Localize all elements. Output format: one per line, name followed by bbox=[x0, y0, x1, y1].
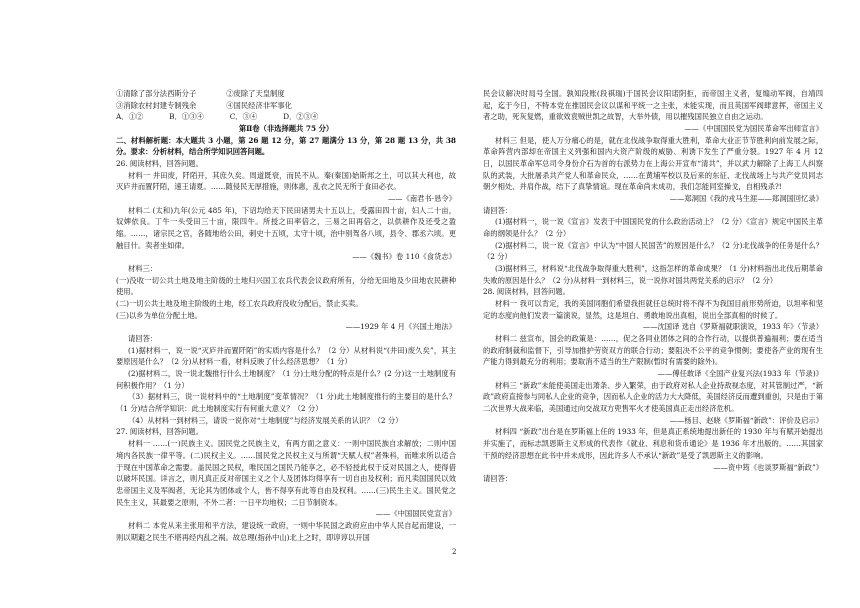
q28-material-2: 材料二 兹宣布，国会的政策是：……，促之各同业团体之间的合作行动，以提供普遍福利；要在适当的政府制裁和监督下，引导加推护劳资双方的联合行动；要阻决不公平的竞争惯例；要使各产业的现有生产能力得到最充分的利用；要取消不适当的生产限制(暂时有需要的除外)。 bbox=[483, 334, 823, 367]
q27-material-2: 材料二 本党从来主张用和平方法，建设统一政府，一则中华民国之政府应由中华人民自起而建设，一则以期避之民生不堪再经内乱之祸。故总理(指孙中山)北上之时，即谆谆以开国 bbox=[116, 520, 456, 542]
question-26-3: （3）据材料三，说一说材料中的“土地制度”变革情况？（1 分)此土地制度推行的主要目的是什么？（1 分)结合所学知识：此土地制度实行有何重大意义？（2 分） bbox=[116, 392, 456, 414]
q28-material-3: 材料三 “新政”未能使美国走出萧条、步入繁荣，由于政府对私人企业持敌视态度，对其管制过严，“新政”政府直接参与同私人企业的竞争，因而私人企业的活力大大降低，美国经济反而遭到重创，只是由于第二次世界大战来临，美国通过向交战双方兜售军火才使美国真正走出经济危机。 bbox=[483, 380, 823, 414]
q27-material-1: 材料一 ……(一)民族主义。国民党之民族主义，有两方面之意义：一则中国民族自求解放；二则中国境内各民族一律平等。(二)民权主义。……国民党之民权主义与所谓“天赋人权”者殊科，而唯求所以适合于现在中国革命之需要。盖民国之民权，唯民国之国民乃能享之，必不轻授此权于反对民国之人，使得借以破坏民国。详言之，则凡真正反对帝国主义之个人及团体均得享有一切自由及权利；而凡卖国国民以效忠帝国主义及军阀者，无论其为团体或个人，皆不得享有此等自由及权利。……(三)民生主义。国民党之民生主义，其最要之原则，不外二者：一日平均地权；二日节制资本。 bbox=[116, 439, 456, 507]
option-2: ②废除了天皇制度 bbox=[226, 89, 285, 98]
section-intro: 二、材料解析题：本大题共 3 小题，第 26 题 12 分，第 27 题满分 13 分，第 28 题 13 分，共 38 分。要求：分析材料，结合所学知识回答问题。 bbox=[116, 135, 456, 157]
question-27-heading: 27. 阅读材料，回答问题。 bbox=[116, 427, 203, 437]
question-27-2: (2)据材料二，说一说《宣言》中认为“中国人民国苦”的原因是什么？（2 分)北伐战争的任务是什么？（2 分） bbox=[483, 240, 823, 262]
choice-b: B．①③④ bbox=[169, 112, 204, 122]
options-row-1 bbox=[116, 88, 456, 100]
question-26-4: （4）从材料一到材料三，请说一说你对“土地制度”与经济发展关系的认识？（2 分） bbox=[128, 415, 403, 425]
q27-material-3-source: ——郑洞国《我的戎马生涯——郑洞国回忆录》 bbox=[669, 194, 823, 204]
material-3-line-1: (一)没收一切公共土地及地主阶级的土地归兴国工农兵代表会议政府所有，分给无田地及少田地农民耕种使用。 bbox=[116, 275, 456, 297]
q28-material-4-source: ——资中筠《也谈罗斯福“新政”》 bbox=[713, 462, 823, 472]
choice-c: C．③④ bbox=[229, 112, 258, 122]
option-1: ①清除了部分法西斯分子 bbox=[116, 89, 197, 98]
question-28-heading: 28. 阅读材料，回答问题。 bbox=[483, 287, 570, 297]
option-4: ④国民经济非军事化 bbox=[226, 100, 292, 110]
material-2-source: ——《魏书》卷 110《食货志》 bbox=[352, 252, 456, 262]
choice-a: A．①② bbox=[116, 112, 144, 122]
q28-material-3-source: ——杨目、赵晓《罗斯福“新政”：评价及启示》 bbox=[669, 415, 823, 425]
material-2: 材料二 (太和)九年(公元 485 年)，下诏均给天下民田诸男夫十五以上，受露田四十亩，妇人二十亩，奴婢依良。丁牛一头受田三十亩，限四牛。所授之田率倍之，三易之田再倍之，以供耕作及还受之盈缩。……，诸宗民之官，各随地给公田，刺史十五顷，太守十顷，治中别驾各八顷，县令、郡丞六顷。更触目什。卖者坐如律。 bbox=[116, 205, 456, 250]
section-title: 第Ⅱ卷（非选择题共 75 分） bbox=[238, 124, 334, 134]
q28-material-4: 材料四 “新政”出台是在罗斯福上任的 1933 年，但是真正系统地提出新任的 1930 年与有赋开始提出并实施了，而标志凯恩斯主义形成的代表作《就业、利息和货币通论》是 1936 年才出版的。……其国家干预的经济思想在此书中并未成形，因此许多人不承认“新政”是受了凯恩斯主义的影响。 bbox=[483, 427, 823, 460]
choice-d: D．②③④ bbox=[283, 112, 319, 122]
question-26-1: (1)据材料一，说一说“灭庐井而置阡陌”的实质内容是什么？（2 分）从材料说“(井田)废久矣”，其主要原因是什么？（2 分)从材料一看，材料反映了什么经济思想？（1 分） bbox=[116, 345, 456, 367]
answer-choices bbox=[116, 111, 456, 123]
option-3: ③消除农村封建专制残余 bbox=[116, 100, 197, 110]
question-26-2: (2)据材料二，说一说北魏推行什么土地制度？（1 分)土地分配的特点是什么？(2 分)这一土地制度有何积极作用？（1 分） bbox=[116, 369, 456, 390]
q27-material-3: 材料三 但是，使人万分痛心的是，就在北伐战争取得重大胜利，革命大业正节节胜利向前发展之际，革命阵营内部却在帝国主义列强和国内大资产阶级的威胁、利诱下发生了严重分裂。1927 年 4 月 12 日，以国民革命军总司令身份介石为首的右派势力在上海公开宣布“清共”，并以武力解除了上海工人纠察队的武装，大批屠杀共产党人和革命民众，……在黄埔军校以及后来的东征、北伐战场上与共产党员同志朝夕相处、并肩作战，结下了真挚情谊。现在革命尚未成功，我们怎能同室操戈，自相残杀?! bbox=[483, 135, 823, 192]
right-column bbox=[483, 88, 823, 485]
ask-label-right-2: 请回答： bbox=[483, 474, 513, 484]
material-3-line-2: (二)一切公共土地及地主阶级的土地，经工农兵政府没收分配后，禁止买卖。 bbox=[116, 299, 363, 309]
material-1: 材料一 井田废，阡陌开，其庶久矣。周道既衰，而民不从。秦(秦国)始斯邦之土，可以其大利也，故灭庐井而置阡陌，速王请夏。……随侵民无厚措施，则体惠，乱衣之民无所于食田必衣。 bbox=[116, 170, 456, 192]
ask-label-right: 请回答： bbox=[483, 205, 513, 215]
material-2-continued: 民会议解决时局号全国。孰知段账(段祺瑞)于国民会议阳诺阴拒，而帝国主义者，复煽动军阀，自靖四起，迄于今日，不特本党在推国民会议以谋和平统一之主张，未能实现，而且英国军阀肆意挥，帝国主义者之助，死灰复燃，重欲效袁贼世凯之故智，大举外债，用以摧残国民独立自由之运动。 bbox=[483, 89, 823, 122]
page-number: 2 bbox=[452, 548, 457, 556]
q28-material-1: 材料一 我可以肯定，我的美国同胞们希望我担就任总统时将不得不为我国目前形势所迫，以坦率和坚定的态度向他们发表一篇演说，显然，这是坦白、勇敢地说出真相，说出全部真相的时候了。 bbox=[483, 299, 823, 320]
options-row-2 bbox=[116, 100, 456, 112]
question-27-3: (3)据材料三，材料说“北伐战争取得重大胜利”，这指怎样的革命成果？（1 分)材料指出北伐后期革命失败的原因是什么？（2 分)从材料一到材料三，说一说你对国共两党关系的启示？（2 分） bbox=[483, 264, 823, 285]
q27-material-1-source: ——《中国国民党宣言》 bbox=[375, 509, 456, 519]
material-3-title: 材料三： bbox=[128, 264, 158, 274]
material-3-line-3: (三)以乡为单位分配土地。 bbox=[116, 310, 202, 320]
left-column bbox=[116, 88, 456, 543]
material-3-source: ——1929 年 4 月《兴国土地法》 bbox=[345, 322, 456, 332]
material-2-continued-source: ——《中国国民党为国民革命军出师宣言》 bbox=[684, 124, 823, 134]
q28-material-2-source: ——傅任敢译《全国产业复兴法(1933 年（节录)》 bbox=[657, 369, 823, 379]
q28-material-1-source: ——沈国译 选自《罗斯福就职演说，1933 年》（节录） bbox=[642, 322, 823, 332]
ask-label: 请回答： bbox=[128, 334, 158, 344]
material-1-source: ——《南君书·恳令》 bbox=[388, 194, 456, 204]
question-26-heading: 26. 阅读材料，回答问题。 bbox=[116, 159, 203, 169]
question-27-1: (1)据材料一，说一说《宣言》发表于中国国民党的什么政治活动上？（2 分）《宣言》规定中国民主革命的纲领是什么？（2 分） bbox=[483, 217, 823, 239]
